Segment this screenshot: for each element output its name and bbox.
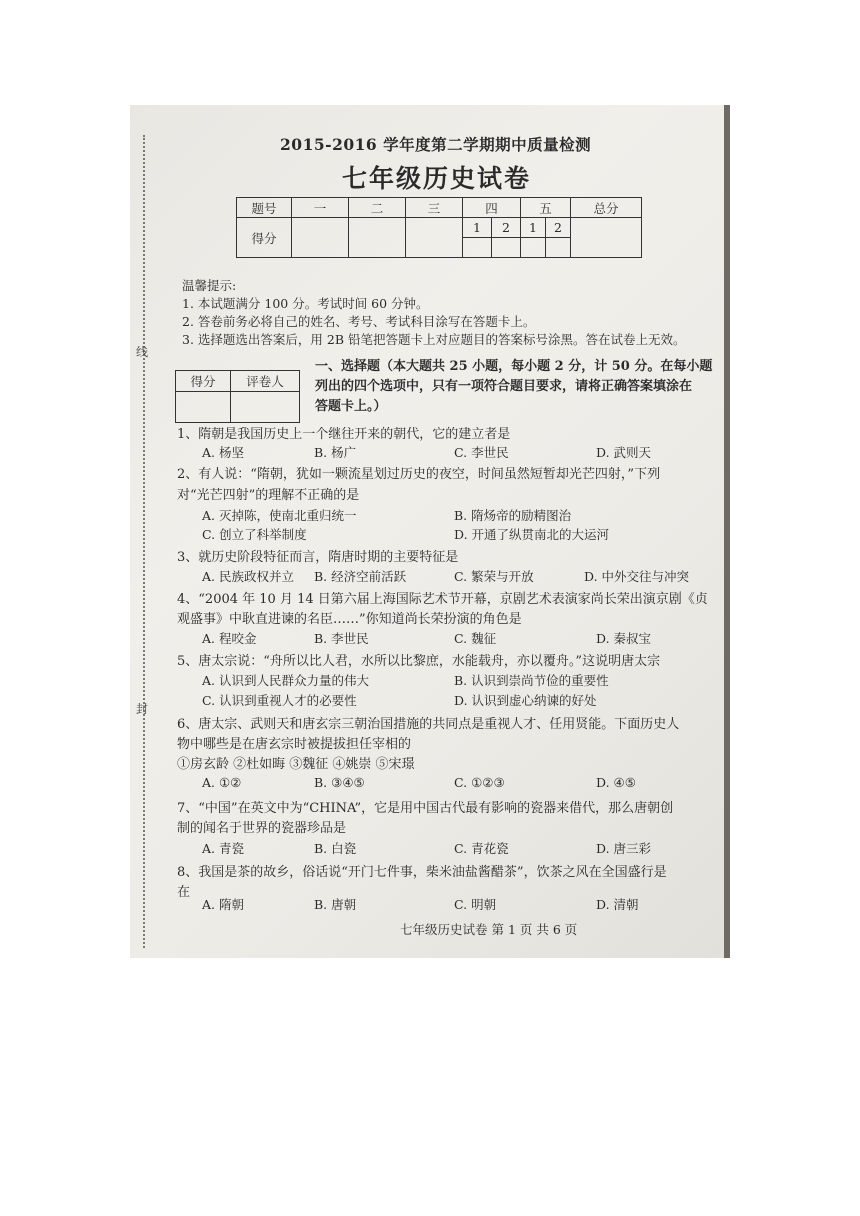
score-cell	[492, 238, 521, 258]
question-6-option-b: B. ③④⑤	[314, 775, 365, 790]
question-3-option-d: D. 中外交往与冲突	[584, 569, 690, 584]
question-2-option-d: D. 开通了纵贯南北的大运河	[454, 527, 610, 542]
grader-cell	[176, 392, 231, 423]
score-cell	[463, 238, 492, 258]
question-1-option-d: D. 武则天	[596, 445, 652, 460]
score-cell	[546, 238, 571, 258]
exam-photo	[130, 105, 730, 958]
score-cell	[292, 218, 349, 258]
binding-dotted-line	[143, 135, 145, 948]
question-6-stem: ①房玄龄 ②杜如晦 ③魏征 ④姚崇 ⑤宋璟	[177, 757, 415, 772]
question-3-option-b: B. 经济空前活跃	[314, 569, 407, 584]
question-6-option-c: C. ①②③	[454, 775, 505, 790]
question-8-option-b: B. 唐朝	[314, 897, 357, 912]
question-7-stem: 制的闻名于世界的瓷器珍品是	[177, 821, 347, 836]
question-6-stem: 6、唐太宗、武则天和唐玄宗三朝治国措施的共同点是重视人才、任用贤能。下面历史人	[177, 717, 680, 732]
score-col-5: 五	[521, 198, 571, 218]
question-7-stem: 7、“中国”在英文中为“CHINA”，它是用中国古代最有影响的瓷器来借代，那么唐朝创	[177, 801, 674, 816]
question-8-option-d: D. 清朝	[596, 897, 639, 912]
question-5-option-d: D. 认识到虚心纳谏的好处	[454, 693, 597, 708]
binding-mark-line: 线	[136, 345, 149, 359]
question-5-option-a: A. 认识到人民群众力量的伟大	[202, 673, 369, 688]
question-1-option-c: C. 李世民	[454, 445, 509, 460]
question-5-option-c: C. 认识到重视人才的必要性	[202, 693, 357, 708]
question-4-option-d: D. 秦叔宝	[596, 631, 652, 646]
question-7-option-d: D. 唐三彩	[596, 841, 652, 856]
question-1-option-b: B. 杨广	[314, 445, 357, 460]
question-2-option-b: B. 隋炀帝的励精图治	[454, 508, 572, 523]
question-6-stem: 物中哪些是在唐玄宗时被提拔担任宰相的	[177, 737, 412, 752]
tips-item: 2. 答卷前务必将自己的姓名、考号、考试科目涂写在答题卡上。	[182, 314, 536, 329]
question-8-stem: 在	[177, 885, 191, 900]
score-col-1: 一	[292, 198, 349, 218]
question-2-stem: 2、有人说：“隋朝，犹如一颗流星划过历史的夜空，时间虽然短暂却光芒四射，”下列	[177, 467, 661, 482]
question-8-option-c: C. 明朝	[454, 897, 497, 912]
question-4-stem: 观盛事》中耿直进谏的名臣……”你知道尚长荣扮演的角色是	[177, 612, 522, 627]
grader-table	[175, 370, 300, 423]
grader-cell	[231, 392, 300, 423]
section1-line: 一、选择题（本大题共 25 小题，每小题 2 分，计 50 分。在每小题	[315, 359, 713, 374]
score-col-3: 三	[406, 198, 463, 218]
question-5-stem: 5、唐太宗说：“舟所以比人君，水所以比黎庶，水能载舟，亦以覆舟。”这说明唐太宗	[177, 654, 661, 669]
score-row-label: 得分	[237, 218, 292, 258]
section1-line: 列出的四个选项中，只有一项符合题目要求，请将正确答案填涂在	[315, 379, 693, 394]
binding-mark-seal: 封	[136, 702, 149, 716]
score-col-2: 二	[349, 198, 406, 218]
question-1-stem: 1、隋朝是我国历史上一个继往开来的朝代，它的建立者是	[177, 427, 511, 442]
tips-block	[182, 277, 686, 349]
question-3-option-c: C. 繁荣与开放	[454, 569, 534, 584]
question-3-stem: 3、就历史阶段特征而言，隋唐时期的主要特征是	[177, 550, 459, 565]
score-cell	[406, 218, 463, 258]
score-col-total: 总分	[571, 198, 642, 218]
exam-year-title: 2015-2016 学年度第二学期期中质量检测	[280, 135, 592, 154]
score-subcol: 1	[521, 218, 546, 238]
question-6-option-d: D. ④⑤	[596, 775, 636, 790]
score-subcol: 1	[463, 218, 492, 238]
grader-label: 评卷人	[231, 371, 300, 392]
question-4-option-b: B. 李世民	[314, 631, 369, 646]
score-table-header-label: 题号	[237, 198, 292, 218]
grader-score-label: 得分	[176, 371, 231, 392]
tips-item: 3. 选择题选出答案后，用 2B 铅笔把答题卡上对应题目的答案标号涂黑。答在试卷上无效。	[182, 332, 686, 347]
question-4-option-c: C. 魏征	[454, 631, 497, 646]
question-7-option-c: C. 青花瓷	[454, 841, 509, 856]
page-footer: 七年级历史试卷 第 1 页 共 6 页	[400, 922, 578, 937]
score-table	[236, 197, 642, 258]
exam-main-title: 七年级历史试卷	[342, 164, 532, 193]
score-cell	[521, 238, 546, 258]
photo-shadow-edge	[724, 105, 730, 958]
score-subcol: 2	[546, 218, 571, 238]
question-4-stem: 4、“2004 年 10 月 14 日第六届上海国际艺术节开幕，京剧艺术表演家尚长荣出演京剧《贞	[177, 592, 708, 607]
question-2-stem: 对“光芒四射”的理解不正确的是	[177, 488, 360, 503]
question-2-option-c: C. 创立了科举制度	[202, 527, 307, 542]
question-5-option-b: B. 认识到崇尚节俭的重要性	[454, 673, 609, 688]
score-cell	[571, 218, 642, 258]
score-cell	[349, 218, 406, 258]
section1-instructions	[315, 357, 715, 417]
question-6-option-a: A. ①②	[202, 775, 242, 790]
section1-line: 答题卡上。）	[315, 399, 387, 414]
tips-heading: 温馨提示:	[182, 278, 237, 293]
question-8-stem: 8、我国是茶的故乡，俗话说“开门七件事，柴米油盐酱醋茶”，饮茶之风在全国盛行是	[177, 865, 667, 880]
score-subcol: 2	[492, 218, 521, 238]
question-1-option-a: A. 杨坚	[202, 445, 244, 460]
question-4-option-a: A. 程咬金	[202, 631, 257, 646]
score-col-4: 四	[463, 198, 521, 218]
tips-item: 1. 本试题满分 100 分。考试时间 60 分钟。	[182, 296, 429, 311]
exam-page	[172, 105, 717, 958]
question-7-option-a: A. 青瓷	[202, 841, 244, 856]
question-7-option-b: B. 白瓷	[314, 841, 357, 856]
question-2-option-a: A. 灭掉陈，使南北重归统一	[202, 508, 357, 523]
question-3-option-a: A. 民族政权并立	[202, 569, 294, 584]
question-8-option-a: A. 隋朝	[202, 897, 244, 912]
